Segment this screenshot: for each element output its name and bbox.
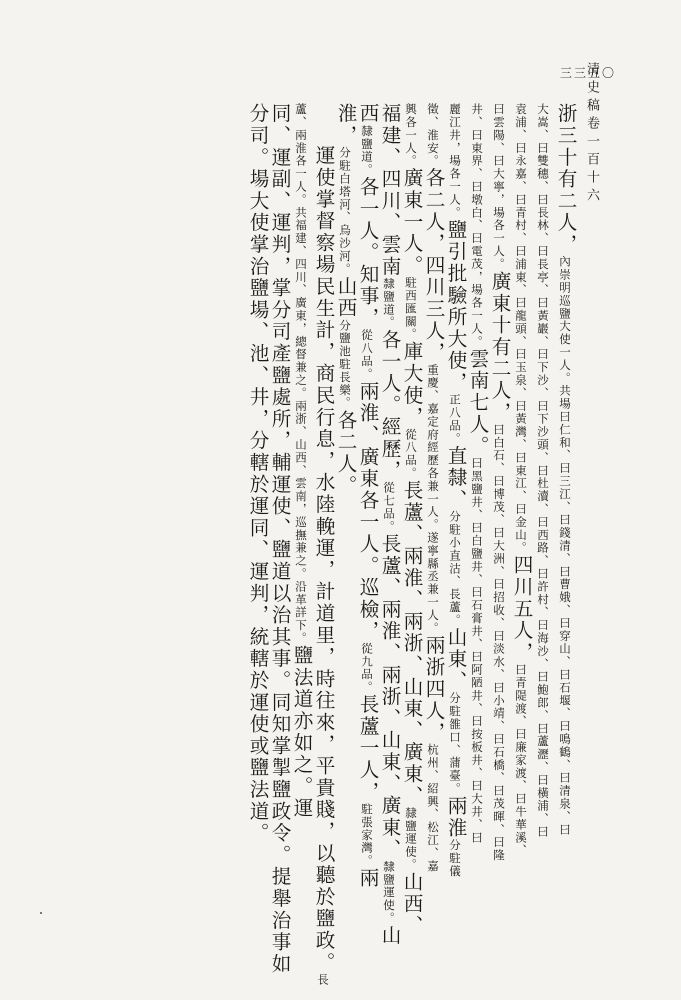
text-column <box>444 103 466 963</box>
annotation-text: 袁浦、曰永嘉、曰青村、曰浦東、曰龍頭、曰玉泉、曰黃灣、曰東江、曰金山。 <box>514 103 528 555</box>
main-text: 直隸、 <box>444 445 467 511</box>
annotation-text: 分駐白塔河、烏沙河。 <box>338 146 352 276</box>
main-text: 分司。場大使掌治鹽場、池、井，分轄於運同、運判，統轄於運使或鹽法道。 <box>246 103 269 845</box>
main-text: 四川五人， <box>510 554 533 664</box>
main-text: 山西 <box>334 275 357 320</box>
annotation-text: 正八品。 <box>448 393 462 446</box>
main-text: 福建、四川、雲南 <box>378 103 401 278</box>
annotation-text: 重慶、嘉定府經歷各兼一人。遂寧縣丞兼一人。 <box>426 363 440 635</box>
annotation-text: 駐西匯關。 <box>404 276 418 341</box>
text-column <box>290 103 312 963</box>
annotation-text: 徵、淮安。 <box>426 103 440 168</box>
text-column <box>312 103 335 987</box>
main-text: 兩 <box>356 867 379 890</box>
main-text: 山 <box>378 924 401 947</box>
main-text: 兩淮 <box>444 795 467 839</box>
main-text: 山西、 <box>400 871 423 937</box>
annotation-text: 從八品。 <box>404 428 418 480</box>
main-text: 各二人。 <box>334 409 357 497</box>
main-text: 廣東一人。 <box>400 167 423 277</box>
main-text: 鹽引批驗所大使， <box>444 219 467 394</box>
main-text: 鹽法道亦如之。運 <box>290 644 313 820</box>
text-column <box>378 103 400 963</box>
main-text: 山東、 <box>444 626 467 693</box>
text-column <box>334 103 356 963</box>
page-number: 三三五〇 <box>560 66 617 80</box>
annotation-text: 分鹽池駐長樂。 <box>338 319 352 410</box>
annotation-text: 曰白石、曰博茂、曰大洲、曰招收、曰淡水、曰小靖、曰石橋、曰茂暉、曰隆 <box>492 423 506 862</box>
main-text: 浙三十有二人， <box>554 103 577 256</box>
main-text: 長蘆、兩淮、兩浙、山東、廣東、 <box>378 533 401 861</box>
annotation-text: 井、曰東界、曰墩白、曰電茂，場各一人。 <box>470 103 484 349</box>
text-column <box>356 103 378 963</box>
main-text: 各一人。知事， <box>356 176 379 330</box>
annotation-text: 分駐小直沽、長蘆。 <box>448 510 462 627</box>
margin-mark <box>40 912 42 914</box>
main-text: 同、運副、運判，掌分司產鹽處所，輔運使、鹽道以治其事。同知掌掣鹽政令。提舉治事如 <box>268 103 291 975</box>
annotation-text: 杭州、紹興、松江、嘉 <box>426 743 440 873</box>
main-text: 庫大使， <box>400 341 423 429</box>
annotation-text: 曰黑鹽井、曰白鹽井、曰石膏井、曰阿陋井、曰按板井、曰大井、曰 <box>470 457 484 845</box>
annotation-text: 從八品。 <box>360 329 374 381</box>
annotation-text: 隸鹽運使。 <box>404 806 418 872</box>
text-column <box>268 103 291 975</box>
annotation-text: 大嵩、曰雙穗、曰長林、曰長亭、曰黃巖、曰下沙、曰下沙頭、曰杜瀆、曰西路、曰許村、曰海沙、曰鮑郎、曰蘆瀝、曰橫浦、曰 <box>536 103 550 839</box>
annotation-text: 分駐儀 <box>448 838 462 878</box>
text-column <box>422 103 444 963</box>
annotation-text: 從七品。 <box>382 481 396 534</box>
main-text: 長蘆一人， <box>356 693 379 803</box>
text-column <box>510 103 532 963</box>
main-text: 運使掌督察場民生計，商民行息，水陸輓運，計道里，時往來，平貴賤，以聽於鹽政。 <box>312 145 335 974</box>
main-text: 廣東十有二人， <box>488 270 511 424</box>
text-column <box>554 103 576 963</box>
annotation-text: 興各一人。 <box>404 103 418 168</box>
running-title: 清史稿卷一百十六 <box>584 62 599 206</box>
annotation-text: 麗江井，場各一人。 <box>448 103 462 220</box>
annotation-text: 曰雲陽、曰大寧，場各一人。 <box>492 103 506 271</box>
main-text: 雲南七人。 <box>466 348 489 458</box>
annotation-text: 曰青隄渡、曰廉家渡、曰牛華溪、 <box>514 663 528 857</box>
annotation-text: 蘆、兩淮各一人。共福建、四川、廣東，總督兼之。兩浙、山西、雲南，巡撫兼之。沿革詳下。 <box>294 103 308 645</box>
annotation-text: 從九品。 <box>360 642 374 694</box>
annotation-text: 隸鹽運使。 <box>382 860 396 925</box>
annotation-text: 隸鹽道。 <box>382 277 396 330</box>
text-column <box>246 103 268 963</box>
annotation-text: 長 <box>316 973 330 987</box>
main-text: 各二人，四川三人， <box>422 167 445 364</box>
text-column <box>488 103 510 963</box>
text-column <box>400 103 422 963</box>
main-text: 淮， <box>334 103 357 147</box>
main-text: 長蘆、兩淮、兩浙、山東、廣東、 <box>400 479 423 807</box>
main-text: 兩浙四人， <box>422 634 445 744</box>
main-text: 西 <box>356 103 379 125</box>
main-text: 各一人。經歷， <box>378 329 401 482</box>
body-text <box>96 103 577 987</box>
annotation-text: 駐張家灣。 <box>360 802 374 868</box>
annotation-text: 分駐雒口、蒲臺。 <box>448 692 462 796</box>
main-text: 兩淮、廣東各一人。巡檢， <box>356 380 379 643</box>
annotation-text: 隸鹽道。 <box>360 124 374 177</box>
text-column <box>466 103 488 963</box>
text-column <box>532 103 554 963</box>
annotation-text: 內崇明巡鹽大使一人。共場曰仁和、曰三江、曰錢清、曰曹娥、曰穿山、曰石堰、曰鳴鶴、曰清泉、曰 <box>558 255 572 837</box>
